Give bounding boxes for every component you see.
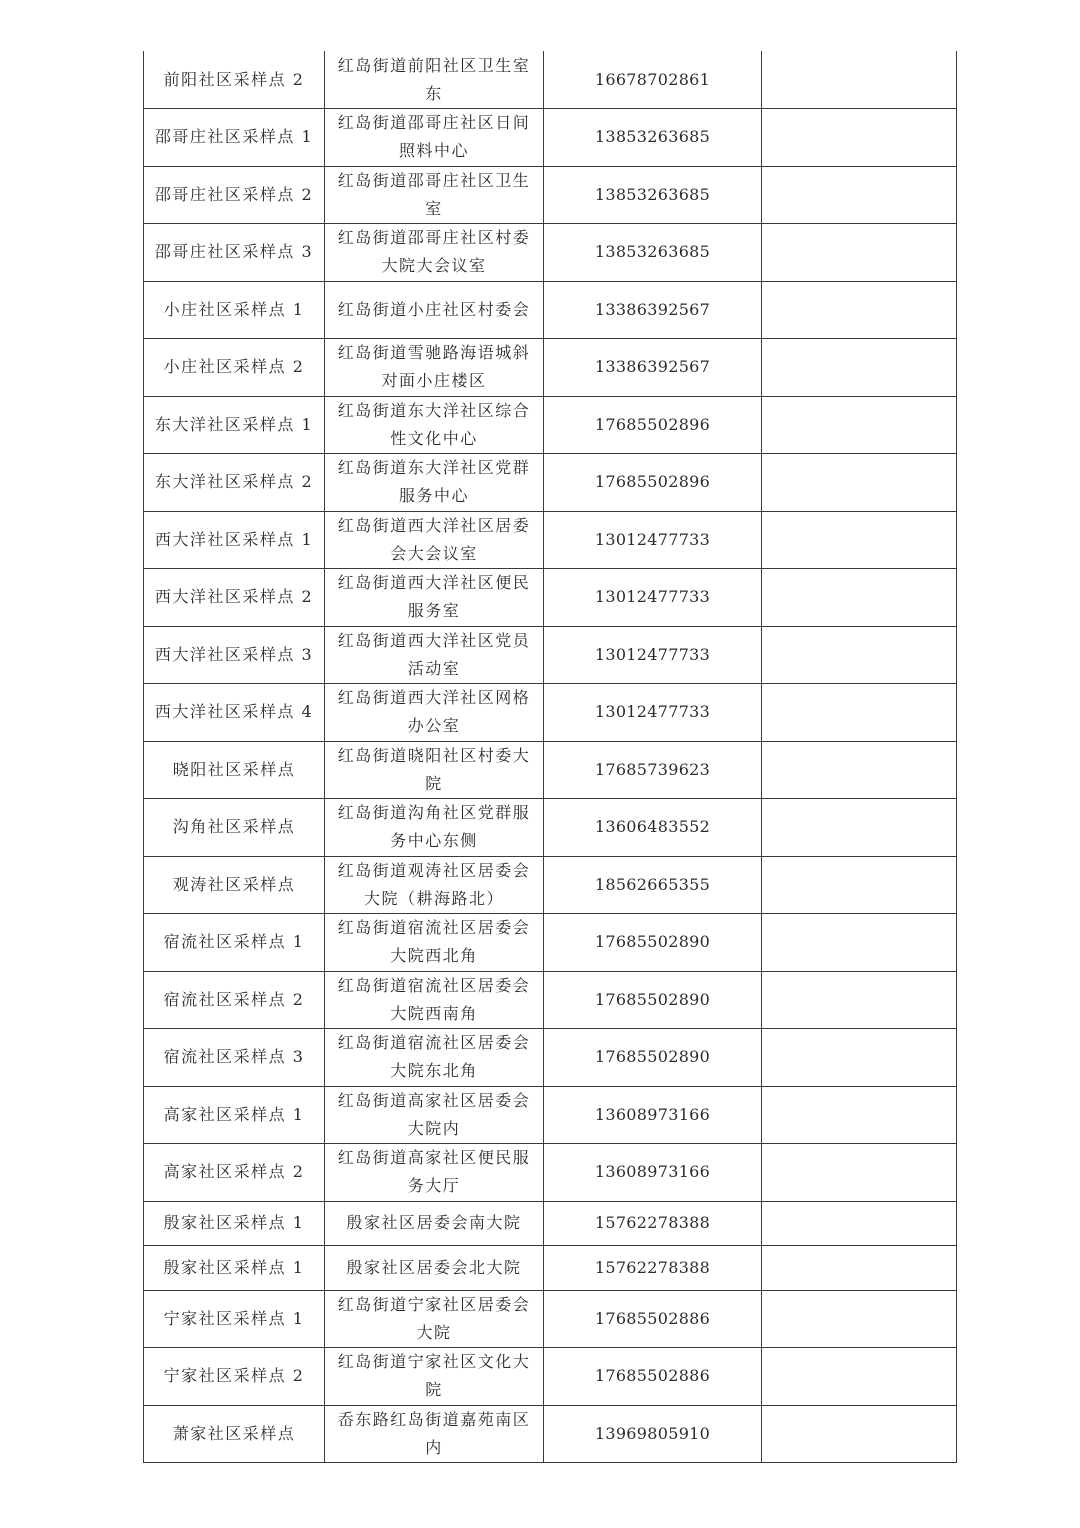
sampling-sites-sheet [143,51,956,1463]
note-cell [762,1201,957,1246]
phone-cell: 13853263685 [544,224,762,282]
table-row [144,1290,957,1348]
table-row [144,1405,957,1462]
phone-cell: 18562665355 [544,856,762,914]
phone-cell: 13969805910 [544,1405,762,1462]
address-cell: 红岛街道宿流社区居委会大院西南角 [325,971,544,1029]
table-body [144,51,957,1462]
note-cell [762,1405,957,1462]
address-cell: 红岛街道宁家社区居委会大院 [325,1290,544,1348]
address-cell: 红岛街道小庄社区村委会 [325,281,544,339]
table-row [144,741,957,799]
address-cell: 红岛街道高家社区便民服务大厅 [325,1144,544,1202]
site-name-cell: 宿流社区采样点 3 [144,1029,325,1087]
phone-cell: 13608973166 [544,1086,762,1144]
table-row [144,971,957,1029]
site-name-cell: 宿流社区采样点 1 [144,914,325,972]
table-row [144,1144,957,1202]
site-name-cell: 宁家社区采样点 2 [144,1348,325,1406]
phone-cell: 15762278388 [544,1246,762,1291]
table-row [144,511,957,569]
site-name-cell: 高家社区采样点 1 [144,1086,325,1144]
note-cell [762,914,957,972]
site-name-cell: 前阳社区采样点 2 [144,51,325,109]
sampling-sites-table [143,51,957,1463]
site-name-cell: 观涛社区采样点 [144,856,325,914]
address-cell: 红岛街道宿流社区居委会大院西北角 [325,914,544,972]
site-name-cell: 东大洋社区采样点 2 [144,454,325,512]
note-cell [762,454,957,512]
note-cell [762,51,957,109]
site-name-cell: 西大洋社区采样点 3 [144,626,325,684]
phone-cell: 15762278388 [544,1201,762,1246]
address-cell: 红岛街道西大洋社区便民服务室 [325,569,544,627]
address-cell: 红岛街道观涛社区居委会大院（耕海路北） [325,856,544,914]
table-row [144,1246,957,1291]
note-cell [762,741,957,799]
site-name-cell: 邵哥庄社区采样点 1 [144,109,325,167]
note-cell [762,1348,957,1406]
note-cell [762,396,957,454]
note-cell [762,1290,957,1348]
address-cell: 红岛街道邵哥庄社区村委大院大会议室 [325,224,544,282]
table-row [144,1086,957,1144]
site-name-cell: 沟角社区采样点 [144,799,325,857]
note-cell [762,1246,957,1291]
note-cell [762,569,957,627]
table-row [144,109,957,167]
address-cell: 岙东路红岛街道嘉苑南区内 [325,1405,544,1462]
site-name-cell: 宁家社区采样点 1 [144,1290,325,1348]
address-cell: 红岛街道西大洋社区党员活动室 [325,626,544,684]
note-cell [762,626,957,684]
site-name-cell: 东大洋社区采样点 1 [144,396,325,454]
table-row [144,281,957,339]
phone-cell: 13608973166 [544,1144,762,1202]
note-cell [762,224,957,282]
note-cell [762,1086,957,1144]
site-name-cell: 小庄社区采样点 1 [144,281,325,339]
phone-cell: 17685739623 [544,741,762,799]
table-row [144,1201,957,1246]
address-cell: 红岛街道东大洋社区党群服务中心 [325,454,544,512]
phone-cell: 13606483552 [544,799,762,857]
phone-cell: 13012477733 [544,511,762,569]
table-row [144,166,957,224]
note-cell [762,109,957,167]
address-cell: 红岛街道高家社区居委会大院内 [325,1086,544,1144]
phone-cell: 16678702861 [544,51,762,109]
table-row [144,856,957,914]
table-row [144,684,957,742]
table-row [144,569,957,627]
address-cell: 红岛街道宁家社区文化大院 [325,1348,544,1406]
phone-cell: 13012477733 [544,569,762,627]
site-name-cell: 高家社区采样点 2 [144,1144,325,1202]
table-row [144,914,957,972]
address-cell: 红岛街道前阳社区卫生室东 [325,51,544,109]
phone-cell: 13386392567 [544,281,762,339]
site-name-cell: 邵哥庄社区采样点 2 [144,166,325,224]
table-row [144,626,957,684]
table-row [144,799,957,857]
table-row [144,224,957,282]
site-name-cell: 萧家社区采样点 [144,1405,325,1462]
phone-cell: 13012477733 [544,684,762,742]
note-cell [762,281,957,339]
phone-cell: 13853263685 [544,109,762,167]
address-cell: 红岛街道东大洋社区综合性文化中心 [325,396,544,454]
site-name-cell: 小庄社区采样点 2 [144,339,325,397]
address-cell: 红岛街道邵哥庄社区日间照料中心 [325,109,544,167]
phone-cell: 13012477733 [544,626,762,684]
phone-cell: 17685502890 [544,971,762,1029]
note-cell [762,856,957,914]
address-cell: 红岛街道西大洋社区网格办公室 [325,684,544,742]
note-cell [762,684,957,742]
site-name-cell: 宿流社区采样点 2 [144,971,325,1029]
phone-cell: 17685502886 [544,1290,762,1348]
address-cell: 红岛街道西大洋社区居委会大会议室 [325,511,544,569]
phone-cell: 17685502896 [544,454,762,512]
address-cell: 红岛街道沟角社区党群服务中心东侧 [325,799,544,857]
site-name-cell: 西大洋社区采样点 4 [144,684,325,742]
site-name-cell: 西大洋社区采样点 1 [144,511,325,569]
site-name-cell: 西大洋社区采样点 2 [144,569,325,627]
table-row [144,1029,957,1087]
note-cell [762,1029,957,1087]
address-cell: 殷家社区居委会北大院 [325,1246,544,1291]
table-row [144,1348,957,1406]
note-cell [762,166,957,224]
table-row [144,339,957,397]
note-cell [762,971,957,1029]
address-cell: 红岛街道晓阳社区村委大院 [325,741,544,799]
site-name-cell: 晓阳社区采样点 [144,741,325,799]
note-cell [762,511,957,569]
note-cell [762,1144,957,1202]
phone-cell: 17685502890 [544,1029,762,1087]
phone-cell: 17685502886 [544,1348,762,1406]
address-cell: 红岛街道雪驰路海语城斜对面小庄楼区 [325,339,544,397]
site-name-cell: 邵哥庄社区采样点 3 [144,224,325,282]
phone-cell: 13386392567 [544,339,762,397]
phone-cell: 17685502896 [544,396,762,454]
phone-cell: 13853263685 [544,166,762,224]
table-row [144,51,957,109]
site-name-cell: 殷家社区采样点 1 [144,1246,325,1291]
table-row [144,454,957,512]
phone-cell: 17685502890 [544,914,762,972]
note-cell [762,799,957,857]
address-cell: 红岛街道邵哥庄社区卫生室 [325,166,544,224]
address-cell: 红岛街道宿流社区居委会大院东北角 [325,1029,544,1087]
site-name-cell: 殷家社区采样点 1 [144,1201,325,1246]
table-row [144,396,957,454]
address-cell: 殷家社区居委会南大院 [325,1201,544,1246]
note-cell [762,339,957,397]
